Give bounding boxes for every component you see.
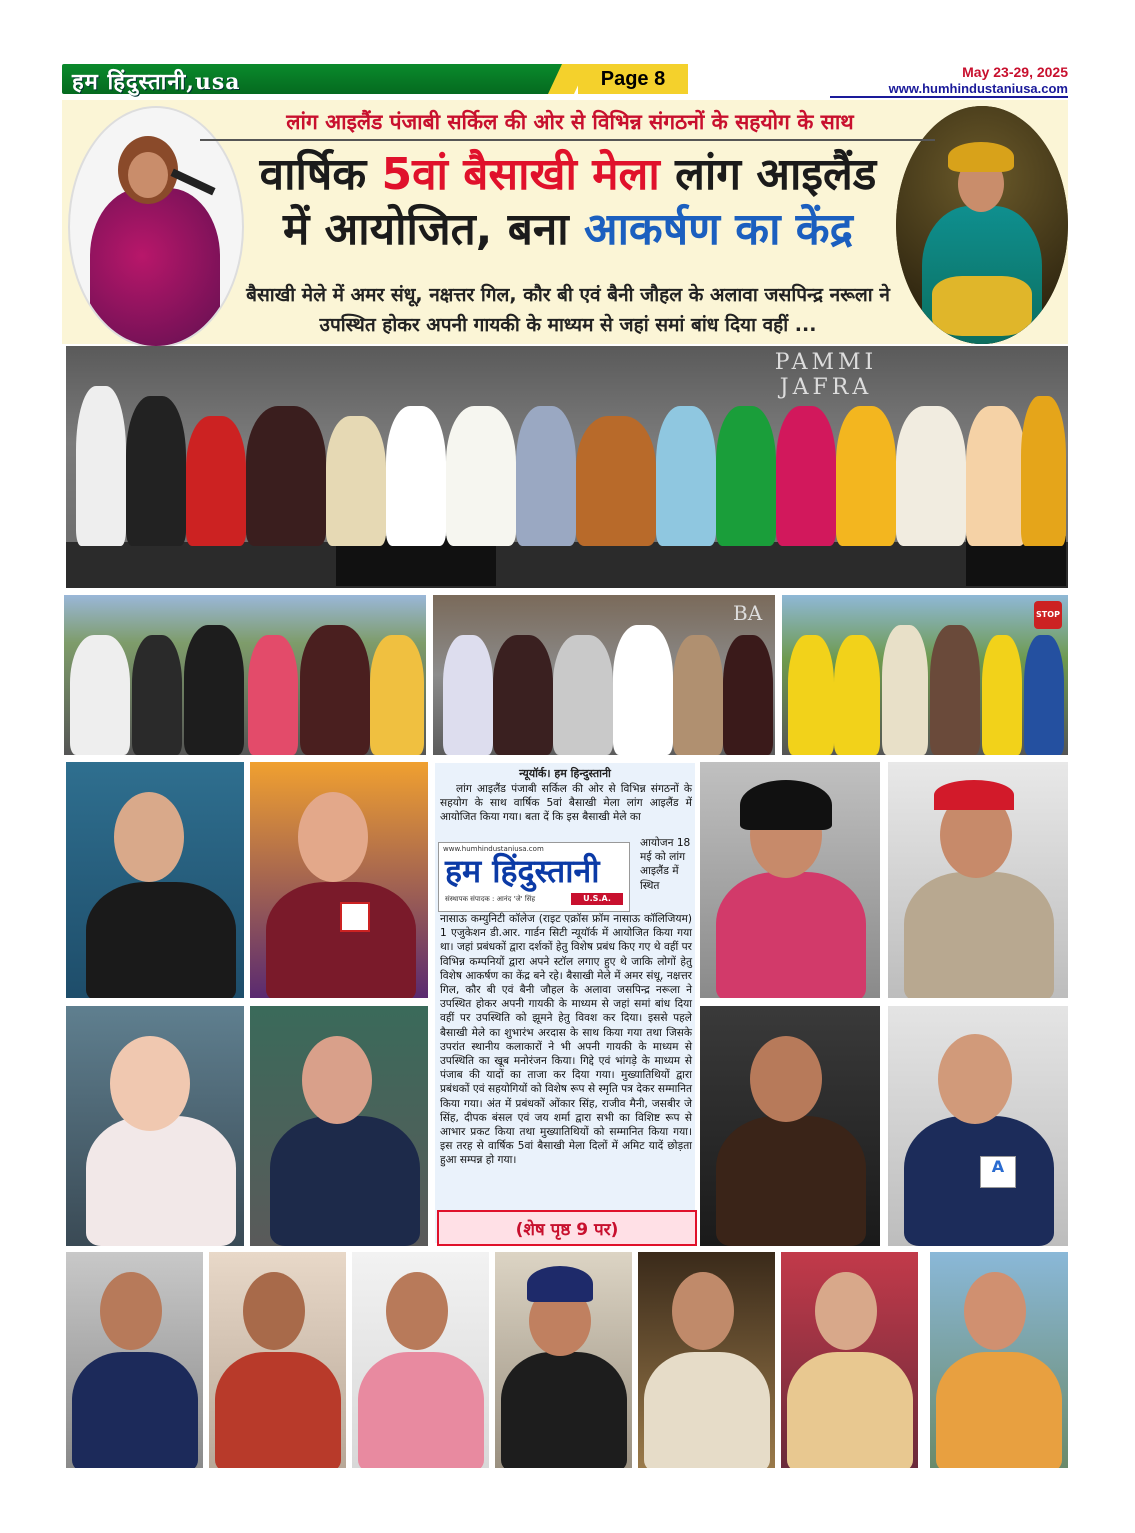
mic-flag-8: A <box>980 1156 1016 1188</box>
speaker-photo-4 <box>888 762 1068 998</box>
issue-date: May 23-29, 2025 <box>962 64 1068 80</box>
group-photo-2 <box>433 595 775 755</box>
kicker-divider <box>200 139 935 141</box>
headline-1b: 5वां बैसाखी मेला <box>381 149 660 200</box>
stop-sign: STOP <box>1034 601 1062 629</box>
bottom-photo-3 <box>352 1252 489 1468</box>
group-photo-2-banner: BA <box>733 601 763 625</box>
mic-flag-2 <box>340 902 370 932</box>
logo-tag: U.S.A. <box>571 893 623 905</box>
continued-on-page: (शेष पृष्ठ 9 पर) <box>437 1210 697 1246</box>
bottom-photo-5 <box>638 1252 775 1468</box>
headline-deck: बैसाखी मेले में अमर संधू, नक्षत्तर गिल, कौर बी एवं बैनी जौहल के अलावा जसपिन्द्र नरूला ने उपस्थित होकर अपनी गायकी के माध्यम से जहां समां बांध दिया वहीं ... <box>246 284 890 336</box>
speaker-photo-6 <box>250 1006 428 1246</box>
article-para-top: लांग आइलैंड पंजाबी सर्किल की ओर से विभिन्न संगठनों के सहयोग के साथ वार्षिक 5वां बैसाखी मेला लांग आइलैंड में आयोजित किया गया। बता दें कि इस बैसाखी मेले का <box>440 783 692 824</box>
masthead-brand: हम हिंदुस्तानी,usa <box>72 69 241 95</box>
logo-editor: संस्थापक संपादक : आनंद 'जे' सिंह <box>445 895 536 903</box>
headline-line-1 <box>218 150 918 200</box>
singer-left-figure <box>70 108 242 346</box>
headline-1a: वार्षिक <box>259 149 382 200</box>
group-photo-1 <box>64 595 426 755</box>
logo-url: www.humhindustaniusa.com <box>443 845 544 853</box>
masthead-bar <box>62 64 572 94</box>
bottom-photo-2 <box>209 1252 346 1468</box>
group-photo-3 <box>782 595 1068 755</box>
bottom-photo-1 <box>66 1252 203 1468</box>
logo-name: हम हिंदुस्तानी <box>445 852 600 890</box>
publication-logo <box>438 842 630 912</box>
headline-2a: में आयोजित, बना <box>283 204 584 255</box>
headline-2b: आकर्षण का केंद्र <box>583 204 853 255</box>
stage-banner-line-1: PAMMI <box>774 350 878 375</box>
headline-1c: लांग आइलैंड <box>659 149 877 200</box>
bottom-photo-4 <box>495 1252 632 1468</box>
speaker-photo-7 <box>700 1006 880 1246</box>
article-para-main: नासाऊ कम्युनिटी कॉलेज (राइट एक्रॉस फ्रॉम नासाऊ कॉलिजियम) 1 एजुकेशन डी.आर. गार्डन सिटी न्यूयॉर्क में आयोजित किया गया था। जहां प्रबंधकों द्वारा दर्शकों हेतु विशेष प्रबंध किए गए थे वहीं पर विभिन्न कम्पनियों द्वारा अपने स्टॉल लगाए हुए थे जाकि लोगों हेतु विशेष आकर्षण का केंद्र बने रहे। बैसाखी मेले में अमर संधू, नक्षत्तर गिल, कौर बी एवं बैनी जौहल के अलावा जसपिन्द्र नरूला ने उपस्थित होकर अपनी गायकी के माध्यम से जहां समां बांध दिया वहीं पर उपस्थिति को झूमने हेतु विवश कर दिया। इससे पहले बैसाखी मेले का शुभारंभ अरदास के साथ किया गया तथा जिसके उपरांत स्थानीय कलाकारों ने भी अपनी गायकी के माध्यम से उपस्थिति का खूब मनोरंजन किया। गिद्दे एवं भांगड़े के माध्यम से पंजाब की यादों का ताजा कर दिया गया। मुख्यातिथियों द्वारा प्रबंधकों एवं सहयोगियों को विशेष रूप से स्मृति पत्र देकर सम्मानित किया गया। अंत में प्रबंधकों ओंकार सिंह, राजीव मैनी, जसबीर जे सिंह, दीपक बंसल एवं जय शर्मा द्वारा सभी का विशिष्ट रूप से आभार प्रकट किया तथा मुख्यातिथियों को सम्मानित किया गया। इस तरह से वार्षिक 5वां बैसाखी मेला दिलों में अमिट यादें छोड़ता हुआ सम्पन्न हो गया। <box>440 913 692 1167</box>
stage-banner-text <box>726 350 926 400</box>
dancer-photo-right <box>896 106 1068 344</box>
page-number: Page 8 <box>578 64 688 94</box>
stage-banner-line-2: JAFRA <box>779 375 873 400</box>
article-dateline: न्यूयॉर्क। हम हिन्दुस्तानी <box>519 767 611 780</box>
bottom-photo-7 <box>930 1252 1068 1468</box>
speaker-photo-2 <box>250 762 428 998</box>
stage-group-photo <box>66 346 1068 588</box>
speaker-photo-1 <box>66 762 244 998</box>
dancer-right-figure <box>896 106 1068 344</box>
speaker-photo-8 <box>888 1006 1068 1246</box>
speaker-photo-5 <box>66 1006 244 1246</box>
website-link[interactable]: www.humhindustaniusa.com <box>830 81 1068 98</box>
article-para-side: आयोजन 18 मई को लांग आइलैंड में स्थित <box>640 837 691 892</box>
headline-kicker: लांग आइलैंड पंजाबी सर्किल की ओर से विभिन्न संगठनों के सहयोग के साथ <box>286 109 854 134</box>
speaker-photo-3 <box>700 762 880 998</box>
headline-line-2 <box>218 205 918 255</box>
bottom-photo-6 <box>781 1252 918 1468</box>
